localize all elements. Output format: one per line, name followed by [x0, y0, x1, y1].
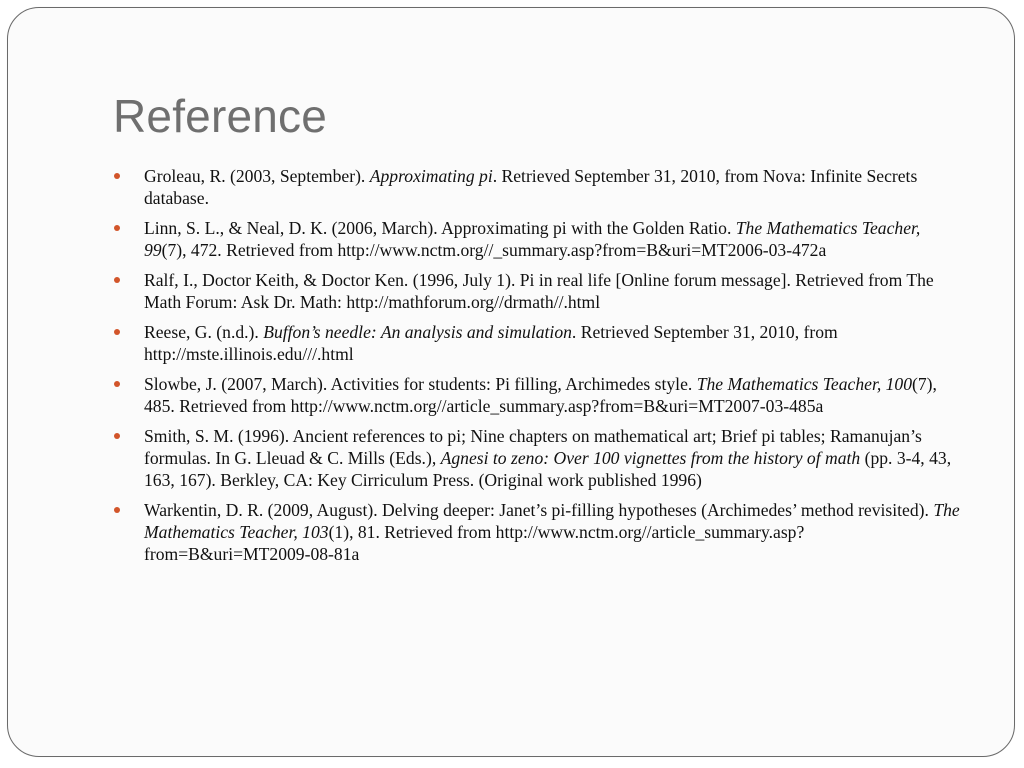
reference-segment: Slowbe, J. (2007, March). Activities for students: Pi filling, Archimedes style.	[144, 374, 697, 394]
reference-italic-segment: Buffon’s needle: An analysis and simulation	[263, 322, 572, 342]
reference-segment: . Retrieved September 31, 2010, from Nova: Infinite Secrets database.	[144, 166, 918, 208]
bullet-icon	[114, 381, 120, 387]
bullet-icon	[114, 329, 120, 335]
reference-segment: (1), 81. Retrieved from http://www.nctm.org//article_summary.asp?from=B&uri=MT2009-08-81a	[144, 522, 805, 564]
reference-segment: (7), 485. Retrieved from http://www.nctm.org//article_summary.asp?from=B&uri=MT2007-03-485a	[144, 374, 937, 416]
reference-text	[144, 270, 934, 312]
reference-text	[144, 374, 937, 416]
reference-text	[144, 322, 838, 364]
bullet-icon	[114, 225, 120, 231]
reference-segment: . Retrieved September 31, 2010, from http://mste.illinois.edu///.html	[144, 322, 838, 364]
reference-item	[144, 373, 964, 417]
reference-item	[144, 165, 964, 209]
reference-segment: Linn, S. L., & Neal, D. K. (2006, March). Approximating pi with the Golden Ratio.	[144, 218, 736, 238]
reference-italic-segment: The Mathematics Teacher, 100	[696, 374, 913, 394]
bullet-icon	[114, 173, 120, 179]
reference-item	[144, 425, 964, 491]
reference-item	[144, 321, 964, 365]
reference-segment: (7), 472. Retrieved from http://www.nctm.org//_summary.asp?from=B&uri=MT2006-03-472a	[161, 240, 827, 260]
reference-list	[144, 165, 964, 573]
reference-segment: Reese, G. (n.d.).	[144, 322, 264, 342]
reference-text	[144, 166, 917, 208]
reference-segment: (pp. 3-4, 43, 163, 167). Berkley, CA: Key Cirriculum Press. (Original work published 1996)	[144, 448, 952, 490]
reference-segment: Warkentin, D. R. (2009, August). Delving deeper: Janet’s pi-filling hypotheses (Archimedes’ method revisited).	[144, 500, 934, 520]
bullet-icon	[114, 507, 120, 513]
reference-item	[144, 269, 964, 313]
bullet-icon	[114, 277, 120, 283]
reference-segment: Ralf, I., Doctor Keith, & Doctor Ken. (1996, July 1). Pi in real life [Online forum message]. Retrieved from The Math Forum: Ask Dr. Math: http://mathforum.org//drmath//.html	[144, 270, 934, 312]
reference-item	[144, 217, 964, 261]
reference-italic-segment: The Mathematics Teacher, 99	[144, 218, 921, 260]
reference-segment: Smith, S. M. (1996). Ancient references to pi; Nine chapters on mathematical art; Brief pi tables; Ramanujan’s formulas. In G. Lleuad & C. Mills (Eds.),	[144, 426, 922, 468]
reference-italic-segment: Agnesi to zeno: Over 100 vignettes from the history of math	[440, 448, 861, 468]
reference-text	[144, 500, 960, 564]
reference-italic-segment: The Mathematics Teacher, 103	[144, 500, 960, 542]
bullet-icon	[114, 433, 120, 439]
reference-item	[144, 499, 964, 565]
reference-italic-segment: Approximating pi	[369, 166, 493, 186]
reference-segment: Groleau, R. (2003, September).	[144, 166, 370, 186]
slide-title: Reference	[113, 90, 328, 142]
reference-text	[144, 426, 951, 490]
reference-text	[144, 218, 920, 260]
